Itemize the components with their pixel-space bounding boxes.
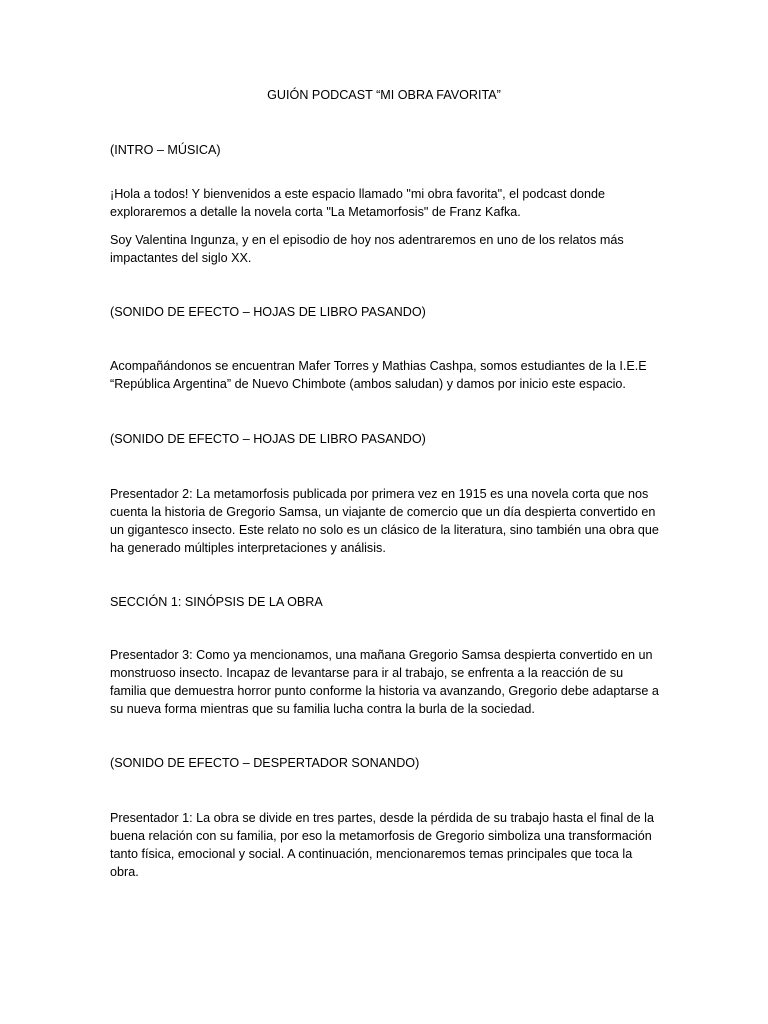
paragraph-sound-effect-pages-2: (SONIDO DE EFECTO – HOJAS DE LIBRO PASANDO)	[110, 432, 426, 446]
paragraph-presenter-3: Presentador 3: Como ya mencionamos, una mañana Gregorio Samsa despierta convertido en un monstruoso insecto. Incapaz de levantarse para ir al trabajo, se enfrenta a la reacción de su familia que demuestra horror punto conforme la historia va avanzando, Gregorio debe adaptarse a su nueva forma mientras que su familia lucha contra la burla de la sociedad.	[110, 648, 659, 716]
paragraph-sound-effect-alarm: (SONIDO DE EFECTO – DESPERTADOR SONANDO)	[110, 756, 420, 770]
paragraph-companions: Acompañándonos se encuentran Mafer Torres y Mathias Cashpa, somos estudiantes de la I.E.E “República Argentina” de Nuevo Chimbote (ambos saludan) y damos por inicio este espacio.	[110, 359, 647, 391]
paragraph-presenter-2: Presentador 2: La metamorfosis publicada por primera vez en 1915 es una novela corta que nos cuenta la historia de Gregorio Samsa, un viajante de comercio que un día despierta convertido en un gigantesco insecto. Este relato no solo es un clásico de la literatura, sino también una obra que ha generado múltiples interpretaciones y análisis.	[110, 487, 659, 555]
paragraph-intro-music: (INTRO – MÚSICA)	[110, 143, 221, 157]
paragraph-presenter-1: Presentador 1: La obra se divide en tres partes, desde la pérdida de su trabajo hasta el final de la buena relación con su familia, por eso la metamorfosis de Gregorio simboliza una transformación tanto física, emocional y social. A continuación, mencionaremos temas principales que toca la obra.	[110, 811, 654, 879]
document-title: GUIÓN PODCAST “MI OBRA FAVORITA”	[267, 88, 501, 102]
paragraph-sound-effect-pages-1: (SONIDO DE EFECTO – HOJAS DE LIBRO PASANDO)	[110, 305, 426, 319]
paragraph-greeting: ¡Hola a todos! Y bienvenidos a este espacio llamado "mi obra favorita", el podcast donde exploraremos a detalle la novela corta "La Metamorfosis" de Franz Kafka.	[110, 187, 606, 219]
paragraph-host-intro: Soy Valentina Ingunza, y en el episodio de hoy nos adentraremos en uno de los relatos más impactantes del siglo XX.	[110, 233, 624, 265]
section-1-heading: SECCIÓN 1: SINÓPSIS DE LA OBRA	[110, 595, 323, 609]
